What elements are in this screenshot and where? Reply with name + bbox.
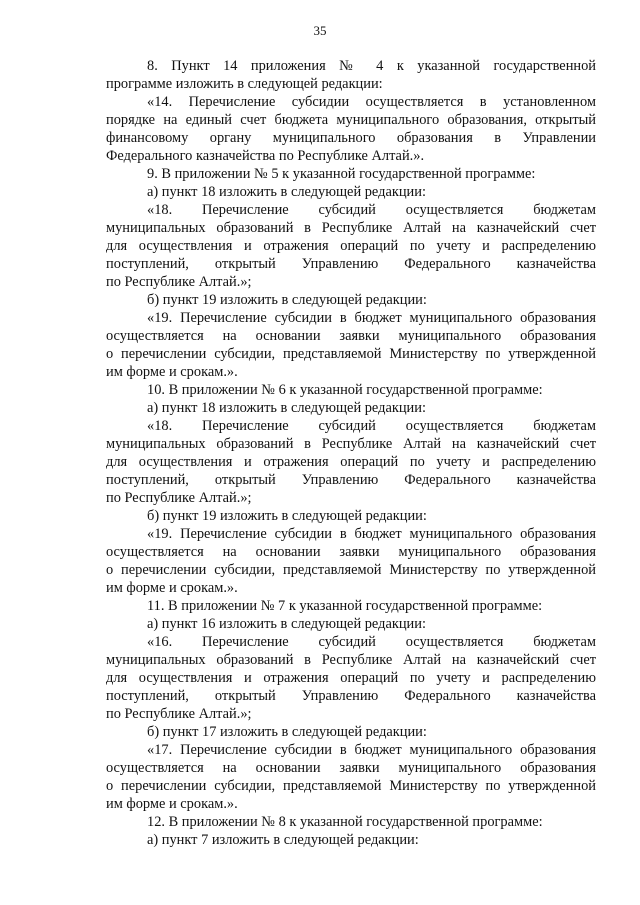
text-line: 11. В приложении № 7 к указанной государственной программе: bbox=[147, 598, 543, 614]
text-line: муниципальных образований в Республике Алтай на казначейский счет bbox=[106, 652, 596, 668]
text-line: им форме и срокам.». bbox=[106, 796, 238, 812]
text-line: «17. Перечисление субсидии в бюджет муниципального образования bbox=[147, 742, 596, 758]
text-line: «16. Перечисление субсидий осуществляется бюджетам bbox=[147, 634, 596, 650]
text-line: а) пункт 18 изложить в следующей редакции: bbox=[147, 184, 426, 200]
text-line: 10. В приложении № 6 к указанной государственной программе: bbox=[147, 382, 543, 398]
text-line: «19. Перечисление субсидии в бюджет муниципального образования bbox=[147, 526, 596, 542]
text-line: по Республике Алтай.»; bbox=[106, 490, 252, 506]
text-line: а) пункт 16 изложить в следующей редакции: bbox=[147, 616, 426, 632]
text-line: для осуществления и отражения операций по учету и распределению bbox=[106, 670, 596, 686]
text-line: по Республике Алтай.»; bbox=[106, 706, 252, 722]
text-line: им форме и срокам.». bbox=[106, 580, 238, 596]
text-line: муниципальных образований в Республике Алтай на казначейский счет bbox=[106, 436, 596, 452]
text-line: финансовому органу муниципального образования в Управлении bbox=[106, 130, 596, 146]
text-line: поступлений, открытый Управлению Федерального казначейства bbox=[106, 472, 596, 488]
text-line: а) пункт 7 изложить в следующей редакции: bbox=[147, 832, 419, 848]
page-number: 35 bbox=[313, 23, 327, 38]
text-line: о перечислении субсидии, представляемой Министерству по утвержденной bbox=[106, 778, 596, 794]
text-line: Федерального казначейства по Республике Алтай.». bbox=[106, 148, 425, 164]
text-line: б) пункт 19 изложить в следующей редакции: bbox=[147, 508, 427, 524]
text-line: б) пункт 19 изложить в следующей редакции: bbox=[147, 292, 427, 308]
text-line: о перечислении субсидии, представляемой Министерству по утвержденной bbox=[106, 346, 596, 362]
text-line: по Республике Алтай.»; bbox=[106, 274, 252, 290]
text-line: о перечислении субсидии, представляемой Министерству по утвержденной bbox=[106, 562, 596, 578]
text-line: «18. Перечисление субсидий осуществляется бюджетам bbox=[147, 202, 596, 218]
text-line: «19. Перечисление субсидии в бюджет муниципального образования bbox=[147, 310, 596, 326]
text-line: б) пункт 17 изложить в следующей редакции: bbox=[147, 724, 427, 740]
text-line: а) пункт 18 изложить в следующей редакции: bbox=[147, 400, 426, 416]
text-line: осуществляется на основании заявки муниципального образования bbox=[106, 760, 596, 776]
text-line: 12. В приложении № 8 к указанной государственной программе: bbox=[147, 814, 543, 830]
text-line: 9. В приложении № 5 к указанной государственной программе: bbox=[147, 166, 536, 182]
text-line: им форме и срокам.». bbox=[106, 364, 238, 380]
text-line: поступлений, открытый Управлению Федерального казначейства bbox=[106, 688, 596, 704]
text-line: порядке на единый счет бюджета муниципального образования, открытый bbox=[106, 112, 596, 128]
text-line: программе изложить в следующей редакции: bbox=[106, 76, 383, 92]
text-line: 8. Пункт 14 приложения № 4 к указанной государственной bbox=[147, 58, 596, 74]
text-line: «14. Перечисление субсидии осуществляется в установленном bbox=[147, 94, 596, 110]
text-line: поступлений, открытый Управлению Федерального казначейства bbox=[106, 256, 596, 272]
text-line: муниципальных образований в Республике Алтай на казначейский счет bbox=[106, 220, 596, 236]
text-line: «18. Перечисление субсидий осуществляется бюджетам bbox=[147, 418, 596, 434]
text-line: для осуществления и отражения операций по учету и распределению bbox=[106, 454, 596, 470]
text-line: осуществляется на основании заявки муниципального образования bbox=[106, 544, 596, 560]
text-line: для осуществления и отражения операций по учету и распределению bbox=[106, 238, 596, 254]
document-body bbox=[106, 57, 596, 849]
text-line: осуществляется на основании заявки муниципального образования bbox=[106, 328, 596, 344]
